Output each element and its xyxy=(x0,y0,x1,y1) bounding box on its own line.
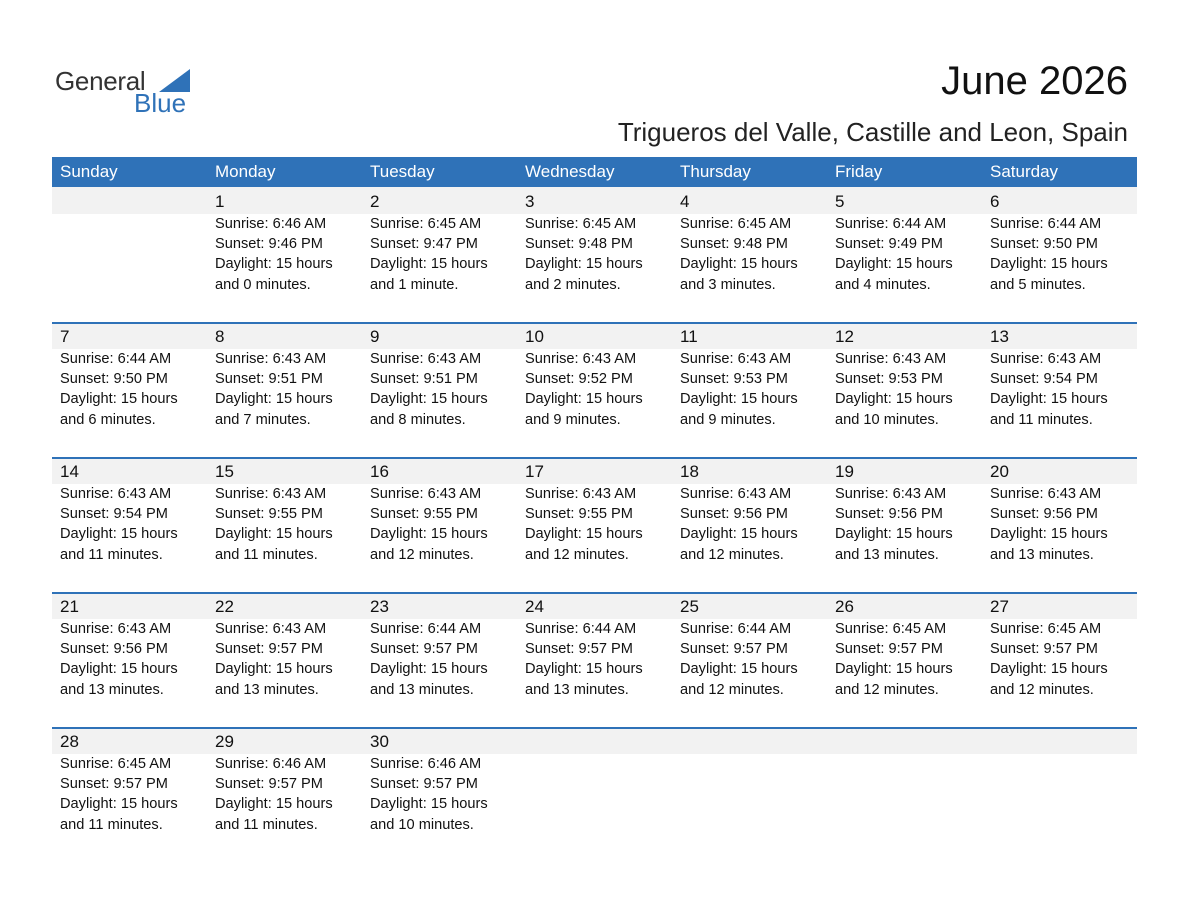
day-cell xyxy=(517,592,672,727)
daylight-minutes-text: and 13 minutes. xyxy=(990,546,1094,563)
sunset-text: Sunset: 9:47 PM xyxy=(370,236,478,253)
daylight-minutes-text: and 12 minutes. xyxy=(680,681,784,698)
day-cell xyxy=(207,322,362,457)
sunset-text: Sunset: 9:52 PM xyxy=(525,371,633,388)
daylight-text: Daylight: 15 hours xyxy=(370,526,488,543)
daylight-minutes-text: and 6 minutes. xyxy=(60,411,156,428)
empty-day-cell xyxy=(52,187,207,322)
sunset-text: Sunset: 9:57 PM xyxy=(370,776,478,793)
day-cell xyxy=(827,457,982,592)
sunset-text: Sunset: 9:46 PM xyxy=(215,236,323,253)
daylight-minutes-text: and 9 minutes. xyxy=(525,411,621,428)
day-number: 4 xyxy=(680,192,690,211)
sunset-text: Sunset: 9:56 PM xyxy=(680,506,788,523)
sunrise-text: Sunrise: 6:43 AM xyxy=(680,486,792,502)
day-cell xyxy=(672,457,827,592)
day-cell xyxy=(517,457,672,592)
sunset-text: Sunset: 9:55 PM xyxy=(215,506,323,523)
sunset-text: Sunset: 9:56 PM xyxy=(990,506,1098,523)
daylight-text: Daylight: 15 hours xyxy=(835,256,953,273)
day-number: 12 xyxy=(835,327,854,346)
sunset-text: Sunset: 9:56 PM xyxy=(835,506,943,523)
sunset-text: Sunset: 9:57 PM xyxy=(835,641,943,658)
sunset-text: Sunset: 9:56 PM xyxy=(60,641,168,658)
sunset-text: Sunset: 9:53 PM xyxy=(835,371,943,388)
calendar-week-row xyxy=(52,187,1137,322)
day-cell xyxy=(207,727,362,862)
daylight-minutes-text: and 12 minutes. xyxy=(990,681,1094,698)
logo-word-general: General xyxy=(55,66,146,96)
daylight-text: Daylight: 15 hours xyxy=(525,391,643,408)
day-number: 30 xyxy=(370,732,389,751)
sunrise-text: Sunrise: 6:43 AM xyxy=(525,486,637,502)
daylight-text: Daylight: 15 hours xyxy=(525,526,643,543)
weekday-header: Saturday xyxy=(990,162,1059,181)
day-cell xyxy=(672,322,827,457)
day-number: 24 xyxy=(525,597,544,616)
sunrise-text: Sunrise: 6:43 AM xyxy=(990,351,1102,367)
page-title: June 2026 xyxy=(941,59,1128,103)
day-number: 3 xyxy=(525,192,535,211)
empty-day-cell xyxy=(517,727,672,862)
weekday-header: Wednesday xyxy=(525,162,615,181)
daylight-minutes-text: and 8 minutes. xyxy=(370,411,466,428)
sunrise-text: Sunrise: 6:43 AM xyxy=(680,351,792,367)
sunrise-text: Sunrise: 6:45 AM xyxy=(370,216,482,232)
sunset-text: Sunset: 9:57 PM xyxy=(370,641,478,658)
daylight-minutes-text: and 11 minutes. xyxy=(990,411,1093,428)
day-cell xyxy=(517,187,672,322)
daylight-text: Daylight: 15 hours xyxy=(60,391,178,408)
sunrise-text: Sunrise: 6:46 AM xyxy=(215,756,327,772)
sunrise-text: Sunrise: 6:45 AM xyxy=(990,621,1102,637)
day-number: 29 xyxy=(215,732,234,751)
daylight-text: Daylight: 15 hours xyxy=(215,256,333,273)
sunrise-text: Sunrise: 6:43 AM xyxy=(215,351,327,367)
sunrise-text: Sunrise: 6:43 AM xyxy=(215,486,327,502)
weekday-header: Thursday xyxy=(680,162,751,181)
day-cell xyxy=(362,592,517,727)
day-number: 14 xyxy=(60,462,79,481)
weekday-header-row xyxy=(52,157,1137,187)
daylight-minutes-text: and 1 minute. xyxy=(370,276,459,293)
day-number: 15 xyxy=(215,462,234,481)
sunrise-text: Sunrise: 6:43 AM xyxy=(215,621,327,637)
sunrise-text: Sunrise: 6:45 AM xyxy=(680,216,792,232)
sunset-text: Sunset: 9:51 PM xyxy=(215,371,323,388)
day-cell xyxy=(207,457,362,592)
daylight-minutes-text: and 13 minutes. xyxy=(215,681,319,698)
day-cell xyxy=(362,187,517,322)
daylight-text: Daylight: 15 hours xyxy=(215,661,333,678)
sunrise-text: Sunrise: 6:43 AM xyxy=(60,486,172,502)
weekday-header: Sunday xyxy=(60,162,118,181)
calendar-weeks xyxy=(52,187,1137,862)
sunrise-text: Sunrise: 6:46 AM xyxy=(370,756,482,772)
daylight-minutes-text: and 13 minutes. xyxy=(60,681,164,698)
daylight-minutes-text: and 0 minutes. xyxy=(215,276,311,293)
sunrise-text: Sunrise: 6:43 AM xyxy=(835,351,947,367)
sunrise-text: Sunrise: 6:43 AM xyxy=(60,621,172,637)
day-number: 10 xyxy=(525,327,544,346)
sunrise-text: Sunrise: 6:43 AM xyxy=(990,486,1102,502)
sunset-text: Sunset: 9:48 PM xyxy=(525,236,633,253)
day-cell xyxy=(517,322,672,457)
day-cell xyxy=(207,592,362,727)
daylight-text: Daylight: 15 hours xyxy=(990,256,1108,273)
sunrise-text: Sunrise: 6:45 AM xyxy=(525,216,637,232)
sunset-text: Sunset: 9:49 PM xyxy=(835,236,943,253)
day-number: 8 xyxy=(215,327,225,346)
daylight-text: Daylight: 15 hours xyxy=(370,391,488,408)
day-cell xyxy=(982,457,1137,592)
sunrise-text: Sunrise: 6:43 AM xyxy=(370,486,482,502)
sunset-text: Sunset: 9:57 PM xyxy=(525,641,633,658)
day-number: 16 xyxy=(370,462,389,481)
calendar-week-row xyxy=(52,322,1137,457)
day-cell xyxy=(982,592,1137,727)
day-number: 17 xyxy=(525,462,544,481)
day-number: 11 xyxy=(680,327,698,346)
sunset-text: Sunset: 9:57 PM xyxy=(215,776,323,793)
week-cells xyxy=(52,187,1137,322)
day-number: 18 xyxy=(680,462,699,481)
daylight-minutes-text: and 9 minutes. xyxy=(680,411,776,428)
day-number: 6 xyxy=(990,192,1000,211)
day-cell xyxy=(52,727,207,862)
daylight-minutes-text: and 12 minutes. xyxy=(370,546,474,563)
daylight-text: Daylight: 15 hours xyxy=(215,526,333,543)
day-number: 22 xyxy=(215,597,234,616)
day-cell xyxy=(827,322,982,457)
daylight-text: Daylight: 15 hours xyxy=(215,391,333,408)
sunset-text: Sunset: 9:57 PM xyxy=(60,776,168,793)
day-cell xyxy=(672,592,827,727)
daylight-text: Daylight: 15 hours xyxy=(680,391,798,408)
day-cell xyxy=(827,187,982,322)
sunset-text: Sunset: 9:50 PM xyxy=(990,236,1098,253)
day-number: 20 xyxy=(990,462,1009,481)
day-number: 5 xyxy=(835,192,845,211)
sunrise-text: Sunrise: 6:43 AM xyxy=(370,351,482,367)
daylight-minutes-text: and 12 minutes. xyxy=(835,681,939,698)
sunrise-text: Sunrise: 6:43 AM xyxy=(525,351,637,367)
sunrise-text: Sunrise: 6:44 AM xyxy=(525,621,637,637)
day-cell xyxy=(672,187,827,322)
day-cell xyxy=(982,322,1137,457)
daylight-text: Daylight: 15 hours xyxy=(835,661,953,678)
daylight-minutes-text: and 3 minutes. xyxy=(680,276,776,293)
daylight-minutes-text: and 4 minutes. xyxy=(835,276,931,293)
daylight-minutes-text: and 11 minutes. xyxy=(215,546,318,563)
day-number: 25 xyxy=(680,597,699,616)
day-cell xyxy=(207,187,362,322)
sunset-text: Sunset: 9:48 PM xyxy=(680,236,788,253)
week-cells xyxy=(52,592,1137,727)
daylight-minutes-text: and 11 minutes. xyxy=(60,816,163,833)
sunrise-text: Sunrise: 6:44 AM xyxy=(835,216,947,232)
day-cell xyxy=(362,457,517,592)
daylight-text: Daylight: 15 hours xyxy=(680,256,798,273)
daylight-text: Daylight: 15 hours xyxy=(215,796,333,813)
sunrise-text: Sunrise: 6:43 AM xyxy=(835,486,947,502)
sunset-text: Sunset: 9:55 PM xyxy=(370,506,478,523)
daylight-minutes-text: and 13 minutes. xyxy=(525,681,629,698)
day-cell xyxy=(52,592,207,727)
daylight-text: Daylight: 15 hours xyxy=(60,526,178,543)
sunrise-text: Sunrise: 6:44 AM xyxy=(60,351,172,367)
day-cell xyxy=(982,187,1137,322)
sunrise-text: Sunrise: 6:44 AM xyxy=(990,216,1102,232)
daylight-text: Daylight: 15 hours xyxy=(990,526,1108,543)
daylight-text: Daylight: 15 hours xyxy=(990,391,1108,408)
day-number: 27 xyxy=(990,597,1009,616)
weekday-header: Monday xyxy=(215,162,276,181)
daylight-minutes-text: and 7 minutes. xyxy=(215,411,311,428)
sunset-text: Sunset: 9:54 PM xyxy=(60,506,168,523)
sunset-text: Sunset: 9:57 PM xyxy=(215,641,323,658)
day-number: 13 xyxy=(990,327,1009,346)
calendar-week-row xyxy=(52,592,1137,727)
weekday-header: Friday xyxy=(835,162,883,181)
day-cell xyxy=(52,457,207,592)
day-number: 23 xyxy=(370,597,389,616)
weekday-header: Tuesday xyxy=(370,162,435,181)
empty-day-cell xyxy=(672,727,827,862)
week-cells xyxy=(52,727,1137,862)
daylight-minutes-text: and 10 minutes. xyxy=(370,816,474,833)
day-number: 2 xyxy=(370,192,380,211)
day-cell xyxy=(362,727,517,862)
daylight-minutes-text: and 13 minutes. xyxy=(370,681,474,698)
day-number: 21 xyxy=(60,597,79,616)
empty-day-cell xyxy=(827,727,982,862)
week-cells xyxy=(52,457,1137,592)
daylight-text: Daylight: 15 hours xyxy=(370,256,488,273)
daylight-minutes-text: and 10 minutes. xyxy=(835,411,939,428)
empty-day-cell xyxy=(982,727,1137,862)
daylight-minutes-text: and 11 minutes. xyxy=(215,816,318,833)
day-number: 9 xyxy=(370,327,380,346)
location-subtitle: Trigueros del Valle, Castille and Leon, Spain xyxy=(617,117,1128,147)
day-number: 1 xyxy=(215,192,225,211)
day-cell xyxy=(362,322,517,457)
calendar-week-row xyxy=(52,727,1137,862)
day-cell xyxy=(827,592,982,727)
daylight-text: Daylight: 15 hours xyxy=(990,661,1108,678)
daylight-text: Daylight: 15 hours xyxy=(370,796,488,813)
sunset-text: Sunset: 9:54 PM xyxy=(990,371,1098,388)
day-number: 7 xyxy=(60,327,70,346)
daylight-minutes-text: and 11 minutes. xyxy=(60,546,163,563)
daylight-text: Daylight: 15 hours xyxy=(835,526,953,543)
logo-word-blue: Blue xyxy=(134,88,187,118)
daylight-text: Daylight: 15 hours xyxy=(680,661,798,678)
sunrise-text: Sunrise: 6:45 AM xyxy=(835,621,947,637)
sunrise-text: Sunrise: 6:46 AM xyxy=(215,216,327,232)
day-number: 26 xyxy=(835,597,854,616)
daylight-minutes-text: and 5 minutes. xyxy=(990,276,1086,293)
day-cell xyxy=(52,322,207,457)
daylight-text: Daylight: 15 hours xyxy=(525,256,643,273)
daylight-minutes-text: and 12 minutes. xyxy=(525,546,629,563)
daylight-minutes-text: and 13 minutes. xyxy=(835,546,939,563)
daylight-text: Daylight: 15 hours xyxy=(60,661,178,678)
sunset-text: Sunset: 9:57 PM xyxy=(990,641,1098,658)
daylight-text: Daylight: 15 hours xyxy=(525,661,643,678)
daylight-text: Daylight: 15 hours xyxy=(60,796,178,813)
calendar-grid xyxy=(52,157,1137,862)
daylight-text: Daylight: 15 hours xyxy=(370,661,488,678)
daylight-minutes-text: and 12 minutes. xyxy=(680,546,784,563)
sunset-text: Sunset: 9:57 PM xyxy=(680,641,788,658)
sunrise-text: Sunrise: 6:45 AM xyxy=(60,756,172,772)
day-number: 28 xyxy=(60,732,79,751)
daylight-minutes-text: and 2 minutes. xyxy=(525,276,621,293)
logo xyxy=(55,66,195,118)
sunrise-text: Sunrise: 6:44 AM xyxy=(680,621,792,637)
sunrise-text: Sunrise: 6:44 AM xyxy=(370,621,482,637)
calendar-week-row xyxy=(52,457,1137,592)
sunset-text: Sunset: 9:51 PM xyxy=(370,371,478,388)
daylight-text: Daylight: 15 hours xyxy=(680,526,798,543)
sunset-text: Sunset: 9:55 PM xyxy=(525,506,633,523)
sunset-text: Sunset: 9:53 PM xyxy=(680,371,788,388)
week-cells xyxy=(52,322,1137,457)
sunset-text: Sunset: 9:50 PM xyxy=(60,371,168,388)
day-number: 19 xyxy=(835,462,854,481)
daylight-text: Daylight: 15 hours xyxy=(835,391,953,408)
